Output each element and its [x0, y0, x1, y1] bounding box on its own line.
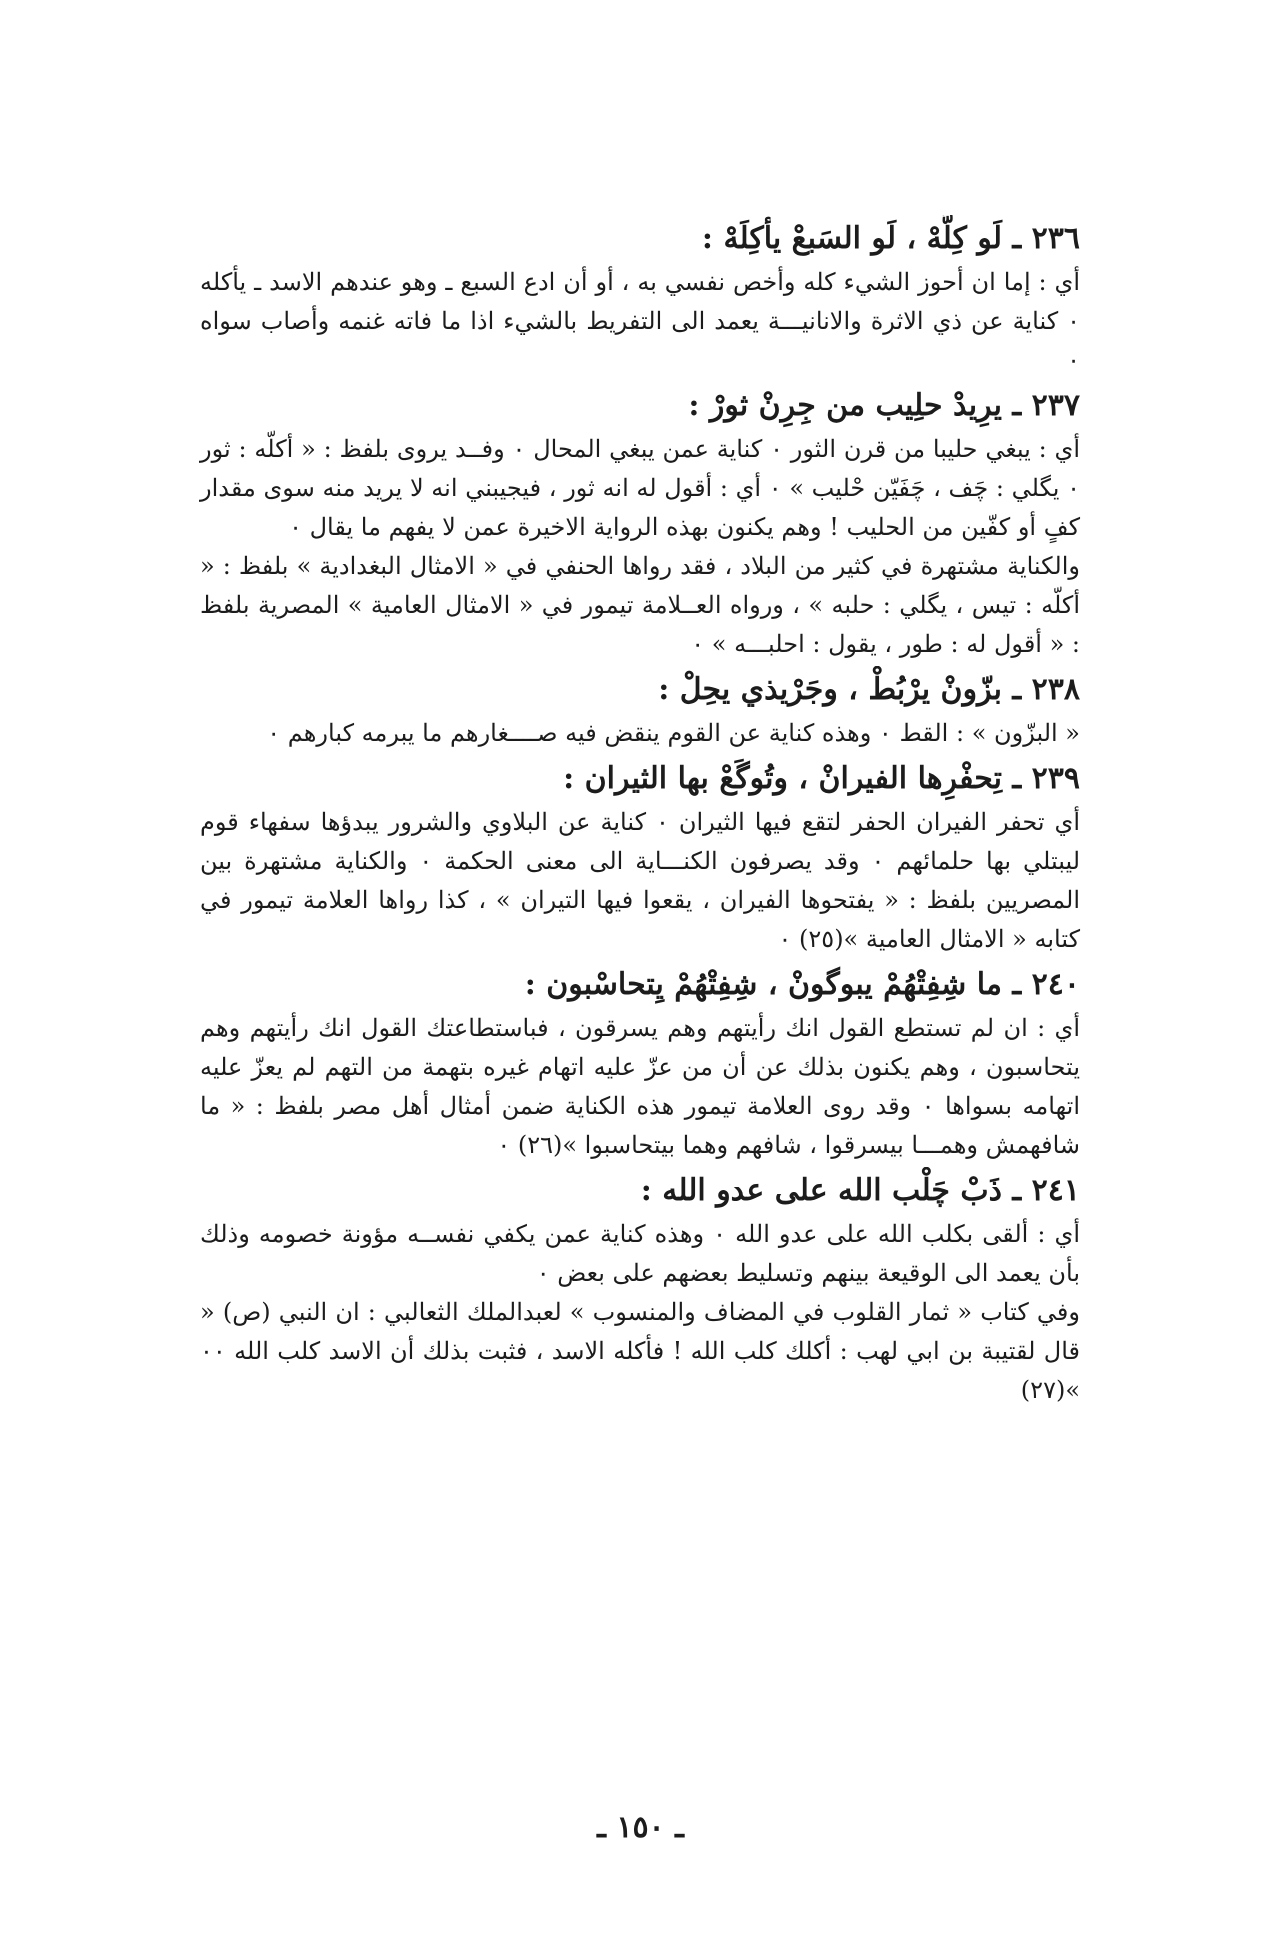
paragraph: أي تحفر الفيران الحفر لتقع فيها الثيران ٠ كناية عن البلاوي والشرور يبدؤها سفهاء قوم ليبتلي بها حلمائهم ٠ وقد يصرفون الكنـــاية الى معنى الحكمة ٠ والكناية مشتهرة بين المصريين بلفظ : « يفتحوها الفيران ، يقعوا فيها التيران » ، كذا رواها العلامة تيمور في كتابه « الامثال العامية »(٢٥) ٠: [200, 808, 1081, 953]
entry-body: [200, 1215, 1080, 1410]
entry-body: [200, 263, 1080, 380]
page-number: ـ ١٥٠ ـ: [597, 1810, 684, 1845]
entry-237: [200, 382, 1080, 664]
paragraph: أي : ألقى بكلب الله على عدو الله ٠ وهذه كناية عمن يكفي نفســه مؤونة خصومه وذلك بأن يعمد الى الوقيعة بينهم وتسليط بعضهم على بعض ٠: [200, 1220, 1080, 1287]
entry-238: [200, 666, 1080, 753]
paragraph: « البزّون » : القط ٠ وهذه كناية عن القوم ينقض فيه صــــغارهم ما يبرمه كبارهم ٠: [267, 719, 1080, 747]
entry-heading: ٢٣٩ ـ تِحفْرِها الفيرانْ ، وتُوگَعْ بها الثيران :: [563, 761, 1080, 796]
page-text: [200, 215, 1080, 1412]
paragraph: وفي كتاب « ثمار القلوب في المضاف والمنسوب » لعبدالملك الثعالبي : ان النبي (ص) « قال لقتيبة بن ابي لهب : أكلك كلب الله ! فأكله الاسد ، فثبت بذلك أن الاسد كلب الله ٠٠ »(٢٧): [200, 1298, 1080, 1404]
entry-240: [200, 961, 1080, 1165]
entry-heading: ٢٤٠ ـ ما شِفِتْهُمْ يبوگونْ ، شِفِتْهُمْ يِتحاسْبون :: [524, 967, 1080, 1002]
entry-body: [200, 430, 1080, 664]
entry-heading: ٢٣٧ ـ يرِيدْ حلِيب من جِرِنْ ثورْ :: [688, 388, 1080, 423]
entry-body: [200, 1009, 1080, 1165]
entry-241: [200, 1167, 1080, 1410]
entry-body: [200, 803, 1080, 959]
entry-236: [200, 215, 1080, 380]
paragraph: أي : إما ان أحوز الشيء كله وأخص نفسي به ، أو أن ادع السبع ـ وهو عندهم الاسد ـ يأكله ٠ كناية عن ذي الاثرة والانانيـــة يعمد الى التفريط بالشيء اذا ما فاته غنمه وأصاب سواه ٠: [200, 268, 1080, 374]
entry-heading: ٢٣٨ ـ بزّونْ يرْبُطْ ، وجَرْيذي يحِلْ :: [658, 672, 1080, 707]
entry-heading: ٢٣٦ ـ لَو كِلَّهْ ، لَو السَبعْ يأكِلَهْ :: [701, 221, 1080, 256]
entry-body: [200, 714, 1080, 753]
entry-239: [200, 755, 1080, 959]
paragraph: والكناية مشتهرة في كثير من البلاد ، فقد رواها الحنفي في « الامثال البغدادية » بلفظ : « أكلّه : تيس ، يگلي : حلبه » ، ورواه العــلامة تيمور في « الامثال العامية » المصرية بلفظ : « أقول له : طور ، يقول : احلبـــه » ٠: [200, 552, 1080, 658]
entry-heading: ٢٤١ ـ ذَبْ چَلْب الله على عدو الله :: [640, 1173, 1080, 1208]
paragraph: أي : يبغي حليبا من قرن الثور ٠ كناية عمن يبغي المحال ٠ وفــد يروى بلفظ : « أكلّه : ثور ٠ يگلي : چَف ، چَفَيّن حْليب » ٠ أي : أقول له انه ثور ، فيجيبني انه لا يريد منه سوى مقدار كفٍ أو كفّين من الحليب ! وهم يكنون بهذه الرواية الاخيرة عمن لا يفهم ما يقال ٠: [200, 435, 1081, 541]
paragraph: أي : ان لم تستطع القول انك رأيتهم وهم يسرقون ، فباستطاعتك القول انك رأيتهم وهم يتحاسبون ، وهم يكنون بذلك عن أن من عزّ عليه اتهام غيره بتهمة من التهم لم يعزّ عليه اتهامه بسواها ٠ وقد روى العلامة تيمور هذه الكناية ضمن أمثال أهل مصر بلفظ : « ما شافهمش وهمـــا بيسرقوا ، شافهم وهما بيتحاسبوا »(٢٦) ٠: [200, 1014, 1081, 1159]
